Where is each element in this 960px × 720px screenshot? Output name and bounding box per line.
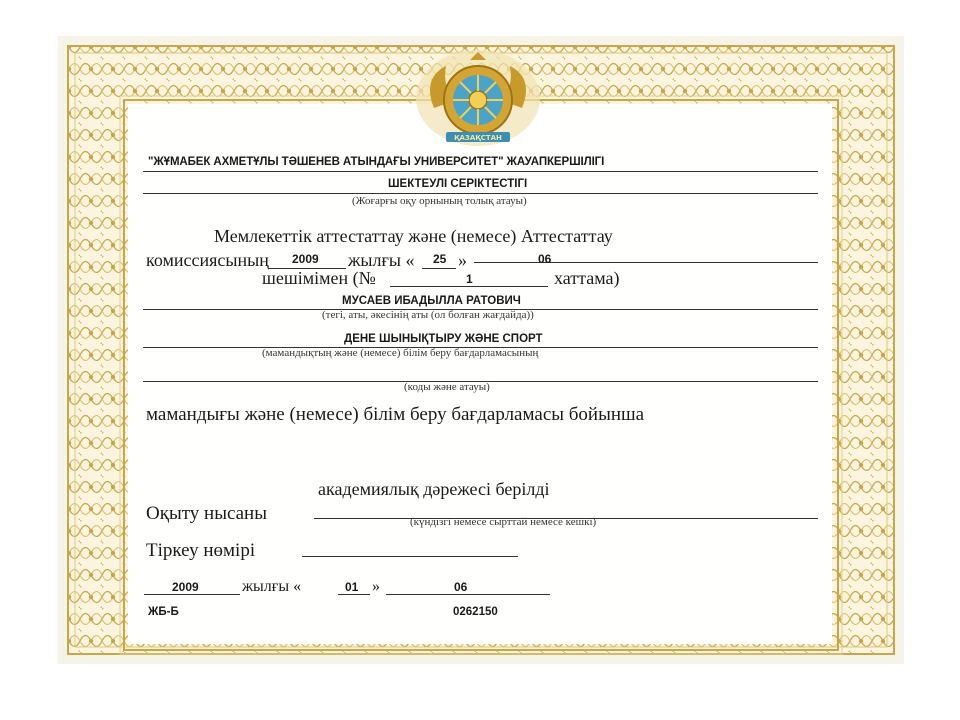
commission-year: 2009 xyxy=(292,252,319,266)
registration-label: Тіркеу нөмірі xyxy=(146,540,256,561)
commission-label: комиссиясының xyxy=(146,250,269,270)
commission-month-rule xyxy=(474,262,818,263)
certificate-number: 0262150 xyxy=(453,606,498,618)
degree-line: академиялық дәрежесі берілді xyxy=(318,479,550,499)
emblem-inscription: ҚАЗАҚСТАН xyxy=(454,134,502,142)
commission-day-suffix: » xyxy=(458,250,467,270)
university-caption: (Жоғарғы оқу орнының толық атауы) xyxy=(352,195,527,207)
protocol-number: 1 xyxy=(466,272,473,286)
issue-month-rule xyxy=(386,594,550,595)
commission-line-1: Мемлекеттік аттестаттау және (немесе) Аттестаттау xyxy=(214,226,613,246)
graduate-name: МУСАЕВ ИБАДЫЛЛА РАТОВИЧ xyxy=(342,295,521,307)
specialty-caption-1: (мамандықтың және (немесе) білім беру бағдарламасының xyxy=(262,347,539,359)
issue-month: 06 xyxy=(454,580,468,594)
specialty-caption-2: (коды және атауы) xyxy=(404,381,490,393)
issue-day: 01 xyxy=(345,580,359,594)
specialty-name: ДЕНЕ ШЫНЫҚТЫРУ ЖӘНЕ СПОРТ xyxy=(344,333,543,345)
graduate-name-caption: (тегі, аты, әкесінің аты (ол болған жағдайда)) xyxy=(322,309,534,321)
registration-rule xyxy=(302,556,518,557)
series-code: ЖБ-Б xyxy=(148,606,179,618)
commission-month: 06 xyxy=(538,252,552,266)
issue-day-suffix: » xyxy=(372,578,380,595)
issue-day-rule xyxy=(338,594,370,595)
issue-year-rule xyxy=(144,594,240,595)
state-emblem-icon xyxy=(412,48,544,148)
issue-year-suffix: жылғы « xyxy=(242,578,302,595)
commission-year-suffix: жылғы « xyxy=(348,250,415,270)
university-line-2-rule xyxy=(143,193,818,194)
program-line: мамандығы және (немесе) білім беру бағдарламасы бойынша xyxy=(146,404,645,425)
commission-day: 25 xyxy=(433,252,447,266)
issue-year: 2009 xyxy=(172,580,199,594)
protocol-suffix: хаттама) xyxy=(554,268,620,288)
university-line-1-rule xyxy=(143,171,818,172)
university-name-line-1: "ЖҰМАБЕК АХМЕТҰЛЫ ТӘШЕНЕВ АТЫНДАҒЫ УНИВЕРСИТЕТ" ЖАУАПКЕРШІЛІГІ xyxy=(148,156,605,168)
study-form-label: Оқыту нысаны xyxy=(146,503,267,524)
protocol-label: шешімімен (№ xyxy=(262,268,376,288)
protocol-number-rule xyxy=(390,286,548,287)
study-form-caption: (күндізгі немесе сырттай немесе кешкі) xyxy=(410,516,597,528)
university-name-line-2: ШЕКТЕУЛІ СЕРІКТЕСТІГІ xyxy=(388,178,528,190)
commission-day-rule xyxy=(422,268,456,269)
